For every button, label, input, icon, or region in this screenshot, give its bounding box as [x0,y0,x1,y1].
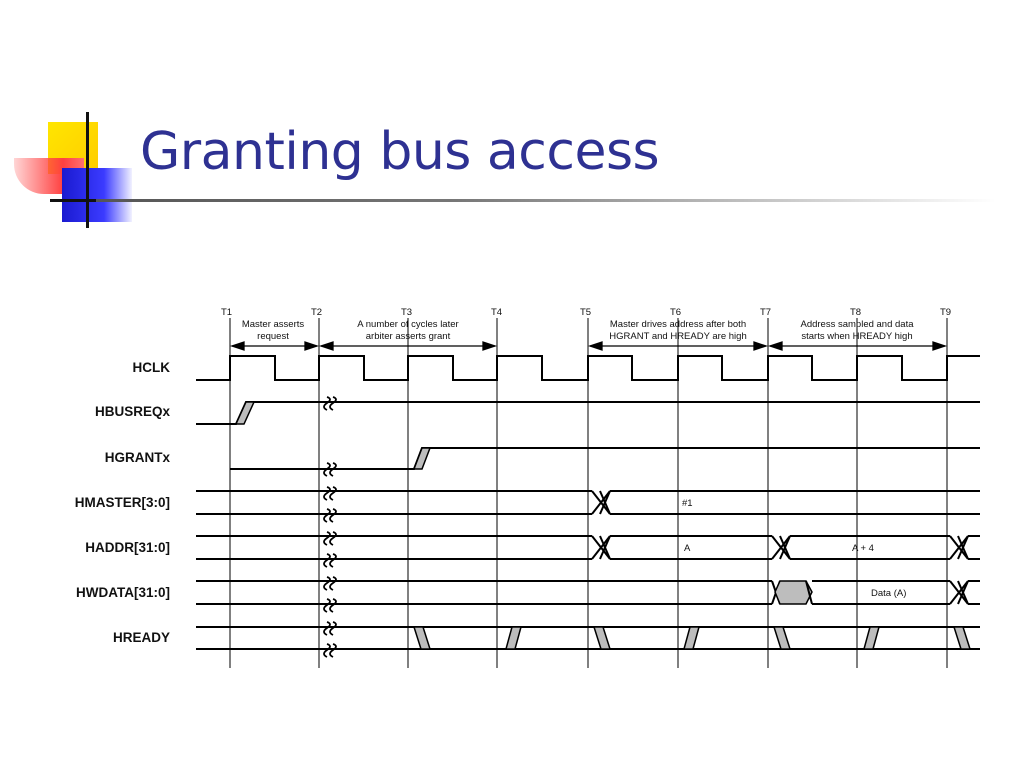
annotation-2-line-1: A number of cycles later [357,319,459,330]
marker-t3: T3 [401,307,413,318]
annotation-4-line-2: starts when HREADY high [801,331,913,342]
hwdata-value: Data (A) [871,588,907,599]
marker-t2: T2 [311,307,323,318]
marker-t7: T7 [760,307,772,318]
break-symbols [324,397,336,657]
annotation-1-line-1: Master asserts [241,319,305,330]
annotation-3-line-2: HGRANT and HREADY are high [609,331,747,342]
annotation-4-line-1: Address sampled and data [800,319,914,330]
signal-haddr: HADDR[31:0] [85,540,170,555]
edge-transitions [236,402,430,469]
signal-hwdata: HWDATA[31:0] [76,585,170,600]
marker-t6: T6 [670,307,682,318]
annotation-1-line-2: request [257,331,289,342]
hclk-wave [196,356,980,380]
signal-hgrantx: HGRANTx [104,450,170,465]
marker-t1: T1 [221,307,233,318]
annotation-2-line-2: arbiter asserts grant [365,331,451,342]
signal-hclk: HCLK [132,360,170,375]
marker-t8: T8 [850,307,862,318]
marker-t4: T4 [491,307,503,318]
annotation-3-line-1: Master drives address after both [609,319,747,330]
time-markers [221,307,951,318]
haddr-value-1: A [684,543,691,554]
marker-t5: T5 [580,307,592,318]
annotations [242,319,914,342]
hgrantx-wave [230,448,980,469]
signal-hready: HREADY [112,630,170,645]
signal-labels [75,360,171,645]
marker-t9: T9 [940,307,952,318]
hmaster-value: #1 [682,498,693,509]
signal-hmaster: HMASTER[3:0] [74,495,170,510]
haddr-value-2: A + 4 [852,543,874,554]
slide-title: Granting bus access [140,122,660,182]
signal-hbusreqx: HBUSREQx [94,404,170,419]
